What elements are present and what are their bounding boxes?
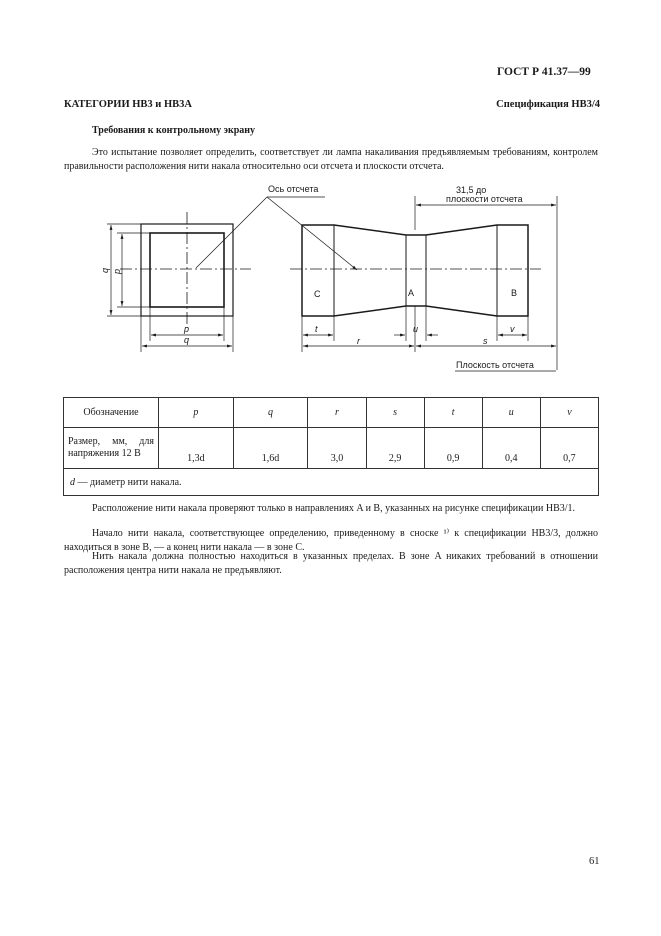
note-text: — диаметр нити накала.: [75, 476, 182, 488]
col-q: q: [233, 398, 308, 428]
dim-t-label: t: [315, 324, 318, 334]
zone-a-label: A: [408, 288, 415, 298]
plane-label: Плоскость отсчета: [456, 360, 534, 370]
note-symbol: d: [70, 476, 75, 488]
dim-q-horizontal-label: q: [184, 335, 190, 345]
col-u: u: [482, 398, 540, 428]
paragraph-limits: Нить накала должна полностью находиться в указанных пределах. В зоне A никаких требований в отношении расположения центра нити накала не предъявляют.: [64, 551, 598, 576]
dim-v-label: v: [510, 324, 515, 334]
value-t: 0,9: [424, 428, 482, 469]
col-s: s: [366, 398, 424, 428]
dim-p-vertical-label: p: [112, 268, 122, 274]
table-note: [64, 469, 599, 496]
screen-diagram: [0, 0, 661, 395]
value-u: 0,4: [482, 428, 540, 469]
dim-p-horizontal-label: p: [184, 324, 190, 334]
value-p: 1,3d: [159, 428, 234, 469]
col-v: v: [540, 398, 598, 428]
intro-paragraph: Это испытание позволяет определить, соответствует ли лампа накаливания предъявляемым требованиям, контролем правильности расположения нити накала относительно оси отсчета и плоскости отсчета.: [64, 147, 598, 172]
table-header-row: [64, 398, 599, 428]
zone-c-label: C: [314, 289, 321, 299]
dim-q-vertical-label: q: [100, 267, 110, 273]
section-title: Требования к контрольному экрану: [92, 125, 256, 136]
specification-heading: Спецификация НВ3/4: [496, 99, 600, 110]
col-r: r: [308, 398, 366, 428]
dimensions-table: [63, 397, 599, 496]
table-row: [64, 428, 599, 469]
paragraph-directions: Расположение нити накала проверяют только в направлениях A и B, указанных на рисунке спецификации НВ3/1.: [92, 503, 576, 514]
value-r: 3,0: [308, 428, 366, 469]
col-t: t: [424, 398, 482, 428]
standard-number: ГОСТ Р 41.37—99: [497, 66, 591, 78]
dim-s-label: s: [483, 336, 488, 346]
category-heading: КАТЕГОРИИ НВ3 и НВ3А: [64, 99, 192, 110]
value-q: 1,6d: [233, 428, 308, 469]
paragraph-start-end: Начало нити накала, соответствующее определению, приведенному в сноске ¹⁾ к спецификации НВ3/3, должно находиться в зоне B, — а конец нити накала — в зоне C.: [64, 528, 598, 553]
value-v: 0,7: [540, 428, 598, 469]
axis-label: Ось отсчета: [268, 184, 319, 194]
header-label-cell: Обозначение: [64, 398, 159, 428]
page-number: 61: [589, 856, 600, 867]
dim-u-label: u: [413, 324, 419, 334]
row-label-cell: Размер, мм, для напряжения 12 В: [64, 428, 159, 469]
distance-label-2: плоскости отсчета: [446, 194, 523, 204]
distance-label-1: 31,5 до: [456, 185, 487, 195]
table-note-row: [64, 469, 599, 496]
dim-r-label: r: [357, 336, 360, 346]
col-p: p: [159, 398, 234, 428]
value-s: 2,9: [366, 428, 424, 469]
zone-b-label: B: [511, 288, 518, 298]
